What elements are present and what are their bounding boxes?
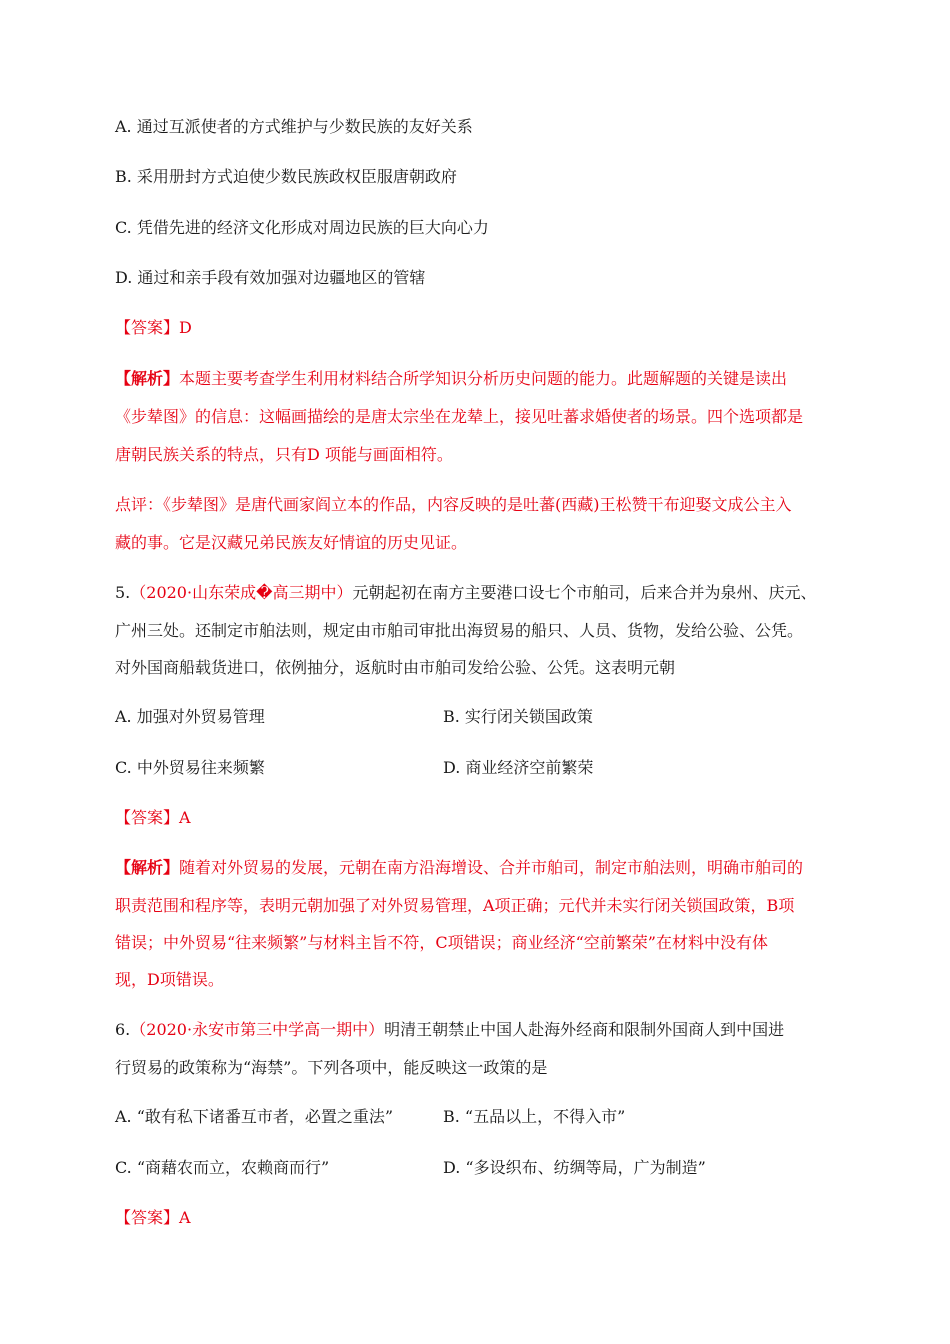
- q5-number: 5.: [115, 583, 131, 602]
- q4-option-c: C. 凭借先进的经济文化形成对周边民族的巨大向心力: [115, 218, 489, 237]
- q5-stem-line-1: 5.（2020·山东荣成�高三期中）元朝起初在南方主要港口设七个市舶司，后来合并为泉州、庆元、: [115, 583, 817, 602]
- analysis-label: 【解析】: [115, 369, 180, 388]
- q5-option-a: A. 加强对外贸易管理: [115, 707, 265, 726]
- q6-option-c: C. “商藉农而立，农赖商而行”: [115, 1158, 330, 1177]
- q4-analysis-line-3: 唐朝民族关系的特点，只有D 项能与画面相符。: [115, 445, 453, 464]
- q6-option-b: B. “五品以上，不得入市”: [443, 1107, 626, 1126]
- q4-analysis-line-1: 【解析】本题主要考查学生利用材料结合所学知识分析历史问题的能力。此题解题的关键是读出: [115, 369, 788, 388]
- q6-answer: [115, 1208, 191, 1228]
- q5-source: （2020·山东荣成�高三期中）: [130, 583, 353, 602]
- q4-option-a: A. 通过互派使者的方式维护与少数民族的友好关系: [115, 117, 473, 136]
- q6-stem-line-1: 6.（2020·永安市第三中学高一期中）明清王朝禁止中国人赴海外经商和限制外国商人到中国进: [115, 1020, 785, 1039]
- q5-option-c: C. 中外贸易往来频繁: [115, 758, 265, 777]
- q4-option-d: D. 通过和亲手段有效加强对边疆地区的管辖: [115, 268, 426, 287]
- q5-analysis-line-2: 职责范围和程序等，表明元朝加强了对外贸易管理，A项正确；元代并未实行闭关锁国政策，B项: [115, 896, 795, 915]
- q5-stem-line-2: 广州三处。还制定市舶法则，规定由市舶司审批出海贸易的船只、人员、货物，发给公验、公凭。: [115, 621, 804, 640]
- q4-option-b: B. 采用册封方式迫使少数民族政权臣服唐朝政府: [115, 167, 457, 186]
- q5-analysis-line-4: 现，D项错误。: [115, 970, 224, 989]
- q6-source: （2020·永安市第三中学高一期中）: [130, 1020, 385, 1039]
- q6-stem-line-2: 行贸易的政策称为“海禁”。下列各项中，能反映这一政策的是: [115, 1058, 548, 1077]
- q4-comment-line-1: 点评：《步辇图》是唐代画家阎立本的作品，内容反映的是吐蕃(西藏)王松赞干布迎娶文成公主入: [115, 495, 792, 514]
- q5-answer: [115, 808, 191, 828]
- q5-stem-line-3: 对外国商船载货进口，依例抽分，返航时由市舶司发给公验、公凭。这表明元朝: [115, 658, 676, 677]
- q5-option-d: D. 商业经济空前繁荣: [443, 758, 594, 777]
- analysis-label: 【解析】: [115, 858, 180, 877]
- answer-value: A: [179, 808, 191, 827]
- q5-analysis-line-1: 【解析】随着对外贸易的发展，元朝在南方沿海增设、合并市舶司，制定市舶法则，明确市舶司的: [115, 858, 804, 877]
- q5-analysis-line-3: 错误；中外贸易“往来频繁”与材料主旨不符，C项错误；商业经济“空前繁荣”在材料中没有体: [115, 933, 768, 952]
- answer-value: D: [179, 318, 192, 337]
- answer-value: A: [179, 1208, 191, 1227]
- q4-answer: [115, 318, 192, 338]
- q5-option-b: B. 实行闭关锁国政策: [443, 707, 593, 726]
- q6-option-a: A. “敢有私下诸番互市者，必置之重法”: [115, 1107, 394, 1126]
- q4-comment-line-2: 藏的事。它是汉藏兄弟民族友好情谊的历史见证。: [115, 533, 468, 552]
- answer-label: 【答案】: [115, 318, 180, 337]
- q4-analysis-line-2: 《步辇图》的信息：这幅画描绘的是唐太宗坐在龙辇上，接见吐蕃求婚使者的场景。四个选项都是: [115, 407, 804, 426]
- answer-label: 【答案】: [115, 1208, 180, 1227]
- answer-label: 【答案】: [115, 808, 180, 827]
- q6-option-d: D. “多设织布、纺绸等局，广为制造”: [443, 1158, 706, 1177]
- q6-number: 6.: [115, 1020, 131, 1039]
